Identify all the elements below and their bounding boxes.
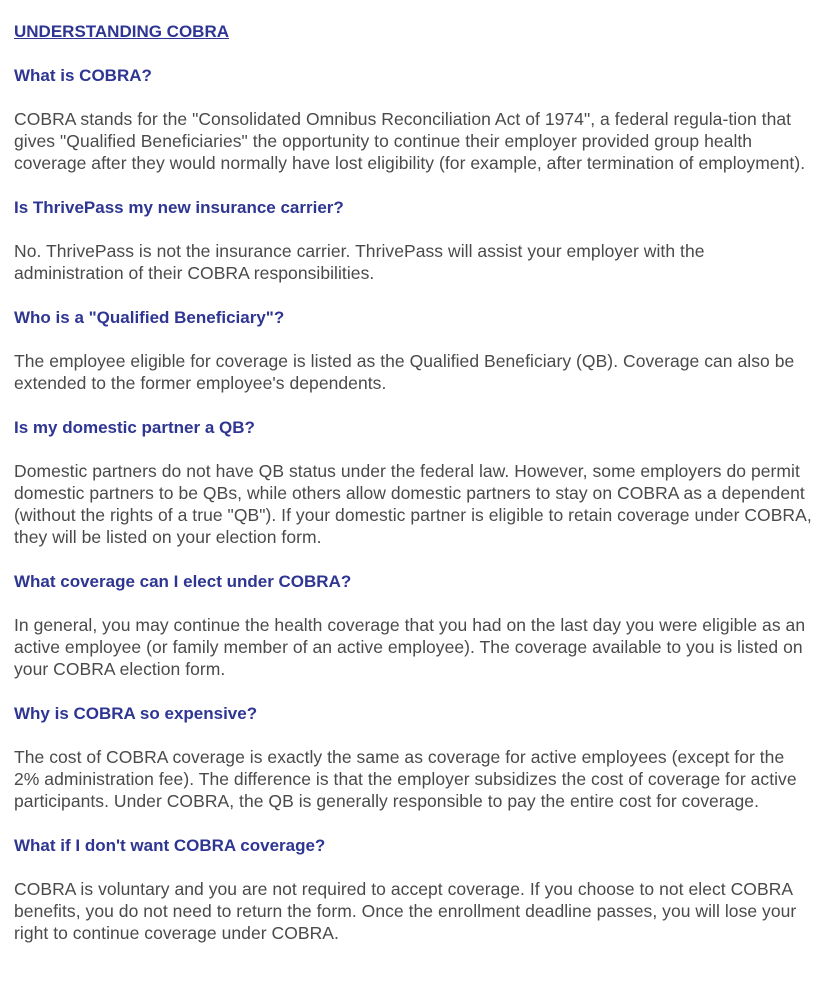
faq-item-qualified-beneficiary xyxy=(14,306,814,394)
faq-answer: In general, you may continue the health coverage that you had on the last day you were eligible as an active employee (or family member of an active employee). The coverage available to you is listed on your COBRA election form. xyxy=(14,615,806,679)
faq-item-insurance-carrier xyxy=(14,196,814,284)
faq-answer: The employee eligible for coverage is listed as the Qualified Beneficiary (QB). Coverage can also be extended to the former employee's dependents. xyxy=(14,351,795,393)
faq-question: Why is COBRA so expensive? xyxy=(14,704,258,723)
faq-question: Is ThrivePass my new insurance carrier? xyxy=(14,198,344,217)
faq-item-decline-cobra xyxy=(14,834,814,944)
faq-answer: Domestic partners do not have QB status under the federal law. However, some employers do permit domestic partners to be QBs, while others allow domestic partners to stay on COBRA as a dependent (without the rights of a true "QB"). If your domestic partner is eligible to retain coverage under COBRA, they will be listed on your election form. xyxy=(14,461,812,547)
faq-item-coverage-elect xyxy=(14,570,814,680)
faq-question: What is COBRA? xyxy=(14,66,152,85)
section-title-link[interactable]: UNDERSTANDING COBRA xyxy=(14,22,230,41)
faq-answer: The cost of COBRA coverage is exactly the same as coverage for active employees (except for the 2% administration fee). The difference is that the employer subsidizes the cost of coverage for active participants. Under COBRA, the QB is generally responsible to pay the entire cost for coverage. xyxy=(14,747,797,811)
faq-answer: COBRA stands for the "Consolidated Omnibus Reconciliation Act of 1974", a federal regula-tion that gives "Qualified Beneficiaries" the opportunity to continue their employer provided group health coverage after they would normally have lost eligibility (for example, after termination of employment). xyxy=(14,109,806,173)
faq-item-what-is-cobra xyxy=(14,64,814,174)
faq-answer: No. ThrivePass is not the insurance carrier. ThrivePass will assist your employer with the administration of their COBRA responsibilities. xyxy=(14,241,705,283)
faq-answer: COBRA is voluntary and you are not required to accept coverage. If you choose to not elect COBRA benefits, you do not need to return the form. Once the enrollment deadline passes, you will lose your right to continue coverage under COBRA. xyxy=(14,879,797,943)
faq-question: Is my domestic partner a QB? xyxy=(14,418,255,437)
faq-item-why-expensive xyxy=(14,702,814,812)
faq-question: What coverage can I elect under COBRA? xyxy=(14,572,352,591)
faq-question: What if I don't want COBRA coverage? xyxy=(14,836,326,855)
faq-item-domestic-partner xyxy=(14,416,814,548)
faq-question: Who is a "Qualified Beneficiary"? xyxy=(14,308,285,327)
